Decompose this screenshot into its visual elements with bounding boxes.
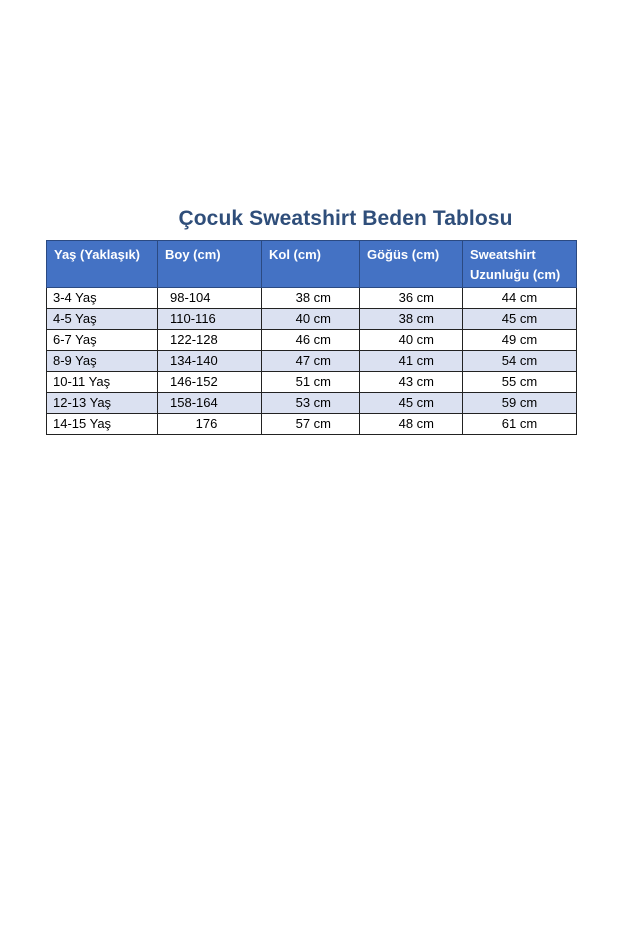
cell-age: 12-13 Yaş xyxy=(47,393,158,414)
page-title: Çocuk Sweatshirt Beden Tablosu xyxy=(178,207,513,230)
cell-height: 146-152 xyxy=(158,372,262,393)
cell-length: 45 cm xyxy=(463,309,577,330)
table-row xyxy=(47,351,577,372)
table-row xyxy=(47,309,577,330)
cell-length: 61 cm xyxy=(463,414,577,435)
cell-sleeve: 53 cm xyxy=(262,393,360,414)
cell-length: 59 cm xyxy=(463,393,577,414)
header-height: Boy (cm) xyxy=(158,241,262,288)
cell-length: 44 cm xyxy=(463,288,577,309)
cell-age: 6-7 Yaş xyxy=(47,330,158,351)
cell-age: 3-4 Yaş xyxy=(47,288,158,309)
cell-age: 4-5 Yaş xyxy=(47,309,158,330)
cell-height: 158-164 xyxy=(158,393,262,414)
cell-sleeve: 38 cm xyxy=(262,288,360,309)
cell-sleeve: 40 cm xyxy=(262,309,360,330)
header-length: Sweatshirt Uzunluğu (cm) xyxy=(463,241,577,288)
cell-sleeve: 46 cm xyxy=(262,330,360,351)
cell-chest: 36 cm xyxy=(360,288,463,309)
cell-height: 98-104 xyxy=(158,288,262,309)
cell-height: 176 xyxy=(158,414,262,435)
cell-height: 122-128 xyxy=(158,330,262,351)
header-age: Yaş (Yaklaşık) xyxy=(47,241,158,288)
table-header-row xyxy=(47,241,577,288)
cell-age: 14-15 Yaş xyxy=(47,414,158,435)
table-row xyxy=(47,330,577,351)
header-chest: Göğüs (cm) xyxy=(360,241,463,288)
cell-length: 49 cm xyxy=(463,330,577,351)
cell-height: 110-116 xyxy=(158,309,262,330)
cell-height: 134-140 xyxy=(158,351,262,372)
cell-chest: 40 cm xyxy=(360,330,463,351)
table-row xyxy=(47,393,577,414)
cell-chest: 45 cm xyxy=(360,393,463,414)
cell-length: 54 cm xyxy=(463,351,577,372)
cell-length: 55 cm xyxy=(463,372,577,393)
cell-age: 10-11 Yaş xyxy=(47,372,158,393)
cell-chest: 38 cm xyxy=(360,309,463,330)
table-row xyxy=(47,288,577,309)
header-sleeve: Kol (cm) xyxy=(262,241,360,288)
cell-sleeve: 51 cm xyxy=(262,372,360,393)
cell-chest: 48 cm xyxy=(360,414,463,435)
cell-chest: 41 cm xyxy=(360,351,463,372)
cell-sleeve: 47 cm xyxy=(262,351,360,372)
cell-chest: 43 cm xyxy=(360,372,463,393)
cell-age: 8-9 Yaş xyxy=(47,351,158,372)
table-row xyxy=(47,414,577,435)
table-row xyxy=(47,372,577,393)
size-chart-table xyxy=(46,240,577,435)
cell-sleeve: 57 cm xyxy=(262,414,360,435)
